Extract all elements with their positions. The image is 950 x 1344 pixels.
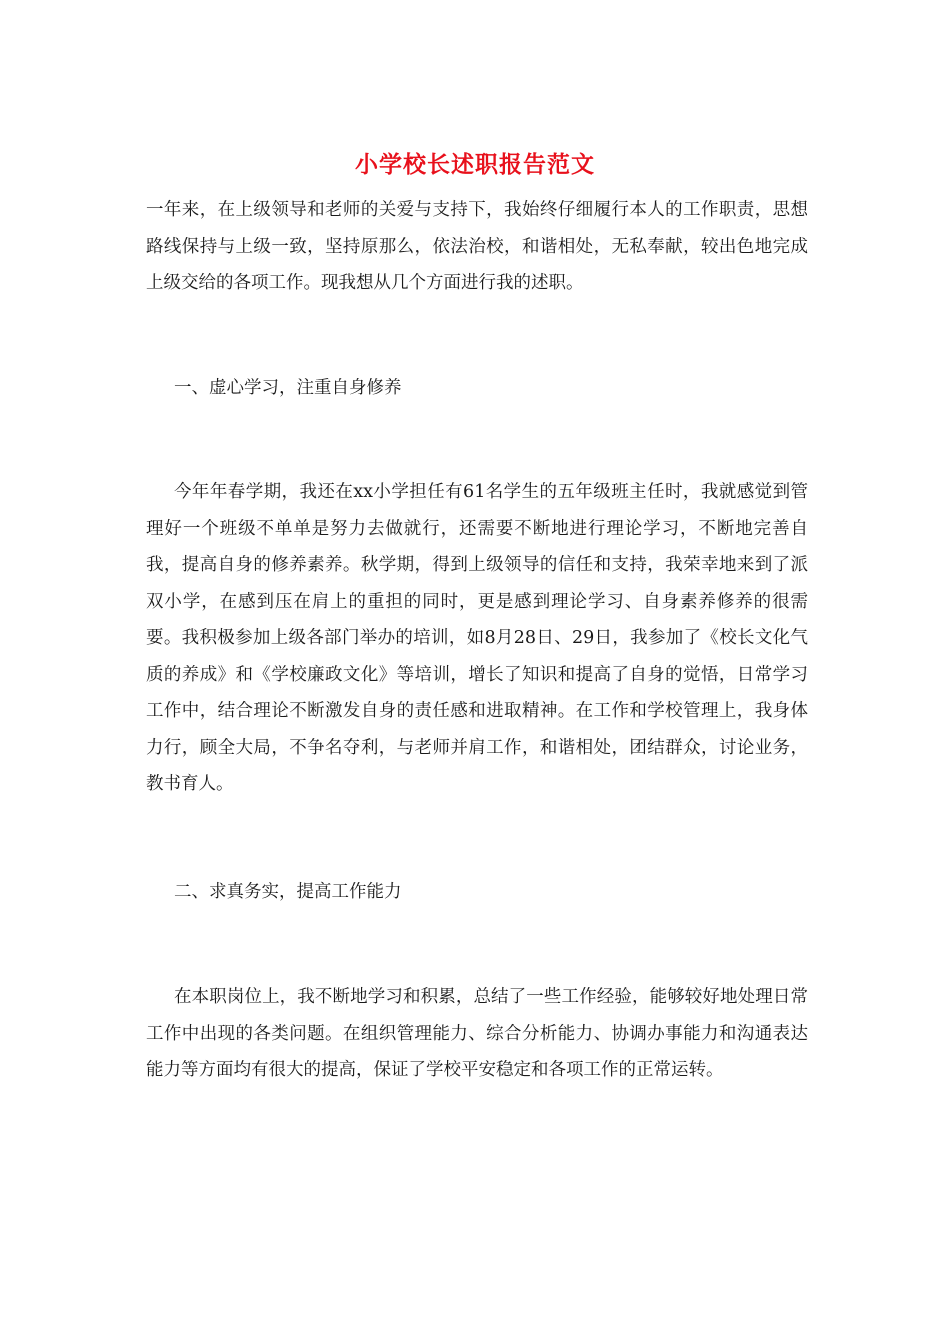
section-heading-1: 一、虚心学习，注重自身修养 [174,378,402,398]
intro-paragraph: 一年来，在上级领导和老师的关爱与支持下，我始终仔细履行本人的工作职责，思想路线保持与上级一致，坚持原那么，依法治校，和谐相处，无私奉献，较出色地完成上级交给的各项工作。现我想从几个方面进行我的述职。 [146,200,808,293]
section-paragraph-1: 今年年春学期，我还在xx小学担任有61名学生的五年级班主任时，我就感觉到管理好一个班级不单单是努力去做就行，还需要不断地进行理论学习，不断地完善自我，提高自身的修养素养。秋学期，得到上级领导的信任和支持，我荣幸地来到了派双小学，在感到压在肩上的重担的同时，更是感到理论学习、自身素养修养的很需要。我积极参加上级各部门举办的培训，如8月28日、29日，我参加了《校长文化气质的养成》和《学校廉政文化》等培训，增长了知识和提高了自身的觉悟，日常学习工作中，结合理论不断激发自身的责任感和进取精神。在工作和学校管理上，我身体力行，顾全大局，不争名夺利，与老师并肩工作，和谐相处，团结群众，讨论业务，教书育人。 [146,482,808,794]
document-title: 小学校长述职报告范文 [355,151,595,178]
section-heading-2: 二、求真务实，提高工作能力 [174,882,402,902]
section-paragraph-2: 在本职岗位上，我不断地学习和积累，总结了一些工作经验，能够较好地处理日常工作中出现的各类问题。在组织管理能力、综合分析能力、协调办事能力和沟通表达能力等方面均有很大的提高，保证了学校平安稳定和各项工作的正常运转。 [146,987,808,1080]
